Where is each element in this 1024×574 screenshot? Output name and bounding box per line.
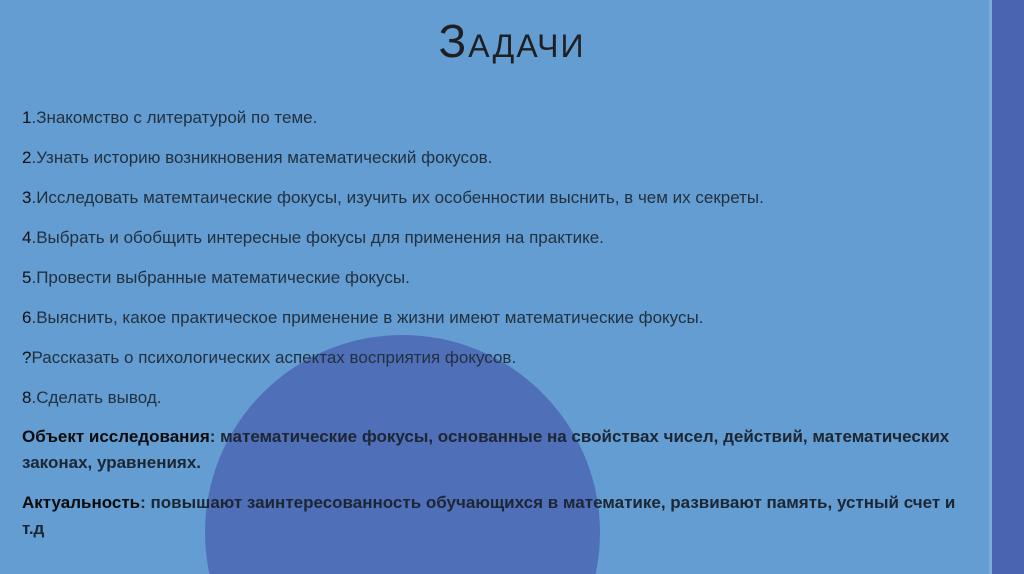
task-number: 2: [22, 148, 32, 167]
task-text: .Выбрать и обобщить интересные фокусы для применения на практике.: [31, 228, 604, 247]
relevance-text: : повышают заинтересованность обучающихся в математике, развивают память, устный счет и т.д: [22, 493, 956, 538]
slide-content: [22, 98, 972, 542]
task-number: 1: [22, 108, 32, 127]
accent-bar: [992, 0, 1024, 574]
task-number: ?: [22, 348, 32, 367]
task-text: .Провести выбранные математические фокусы.: [31, 268, 410, 287]
task-text: .Исследовать матемтаические фокусы, изучить их особенностии выснить, в чем их секреты.: [31, 188, 764, 207]
task-text: .Знакомство с литературой по теме.: [31, 108, 318, 127]
relevance-paragraph: [22, 490, 972, 542]
task-item-5: [22, 258, 972, 298]
task-item-2: [22, 138, 972, 178]
research-object-label: Объект исследования: [22, 427, 210, 446]
relevance-label: Актуальность: [22, 493, 141, 512]
task-text: .Узнать историю возникновения математический фокусов.: [31, 148, 493, 167]
task-number: 8: [22, 388, 32, 407]
task-item-8: [22, 378, 972, 418]
research-object-paragraph: [22, 424, 972, 476]
task-number: 6: [22, 308, 32, 327]
task-text: .Сделать вывод.: [31, 388, 162, 407]
task-item-3: [22, 178, 972, 218]
task-item-7: [22, 338, 972, 378]
task-item-1: [22, 98, 972, 138]
task-number: 3: [22, 188, 32, 207]
slide-title: Задачи: [438, 15, 586, 67]
task-number: 5: [22, 268, 32, 287]
research-object-text: : математические фокусы, основанные на свойствах чисел, действий, математических законах, уравнениях.: [22, 427, 950, 472]
task-item-4: [22, 218, 972, 258]
task-item-6: [22, 298, 972, 338]
task-number: 4: [22, 228, 32, 247]
task-text: .Выяснить, какое практическое применение в жизни имеют математические фокусы.: [31, 308, 704, 327]
task-text: Рассказать о психологических аспектах восприятия фокусов.: [31, 348, 517, 367]
